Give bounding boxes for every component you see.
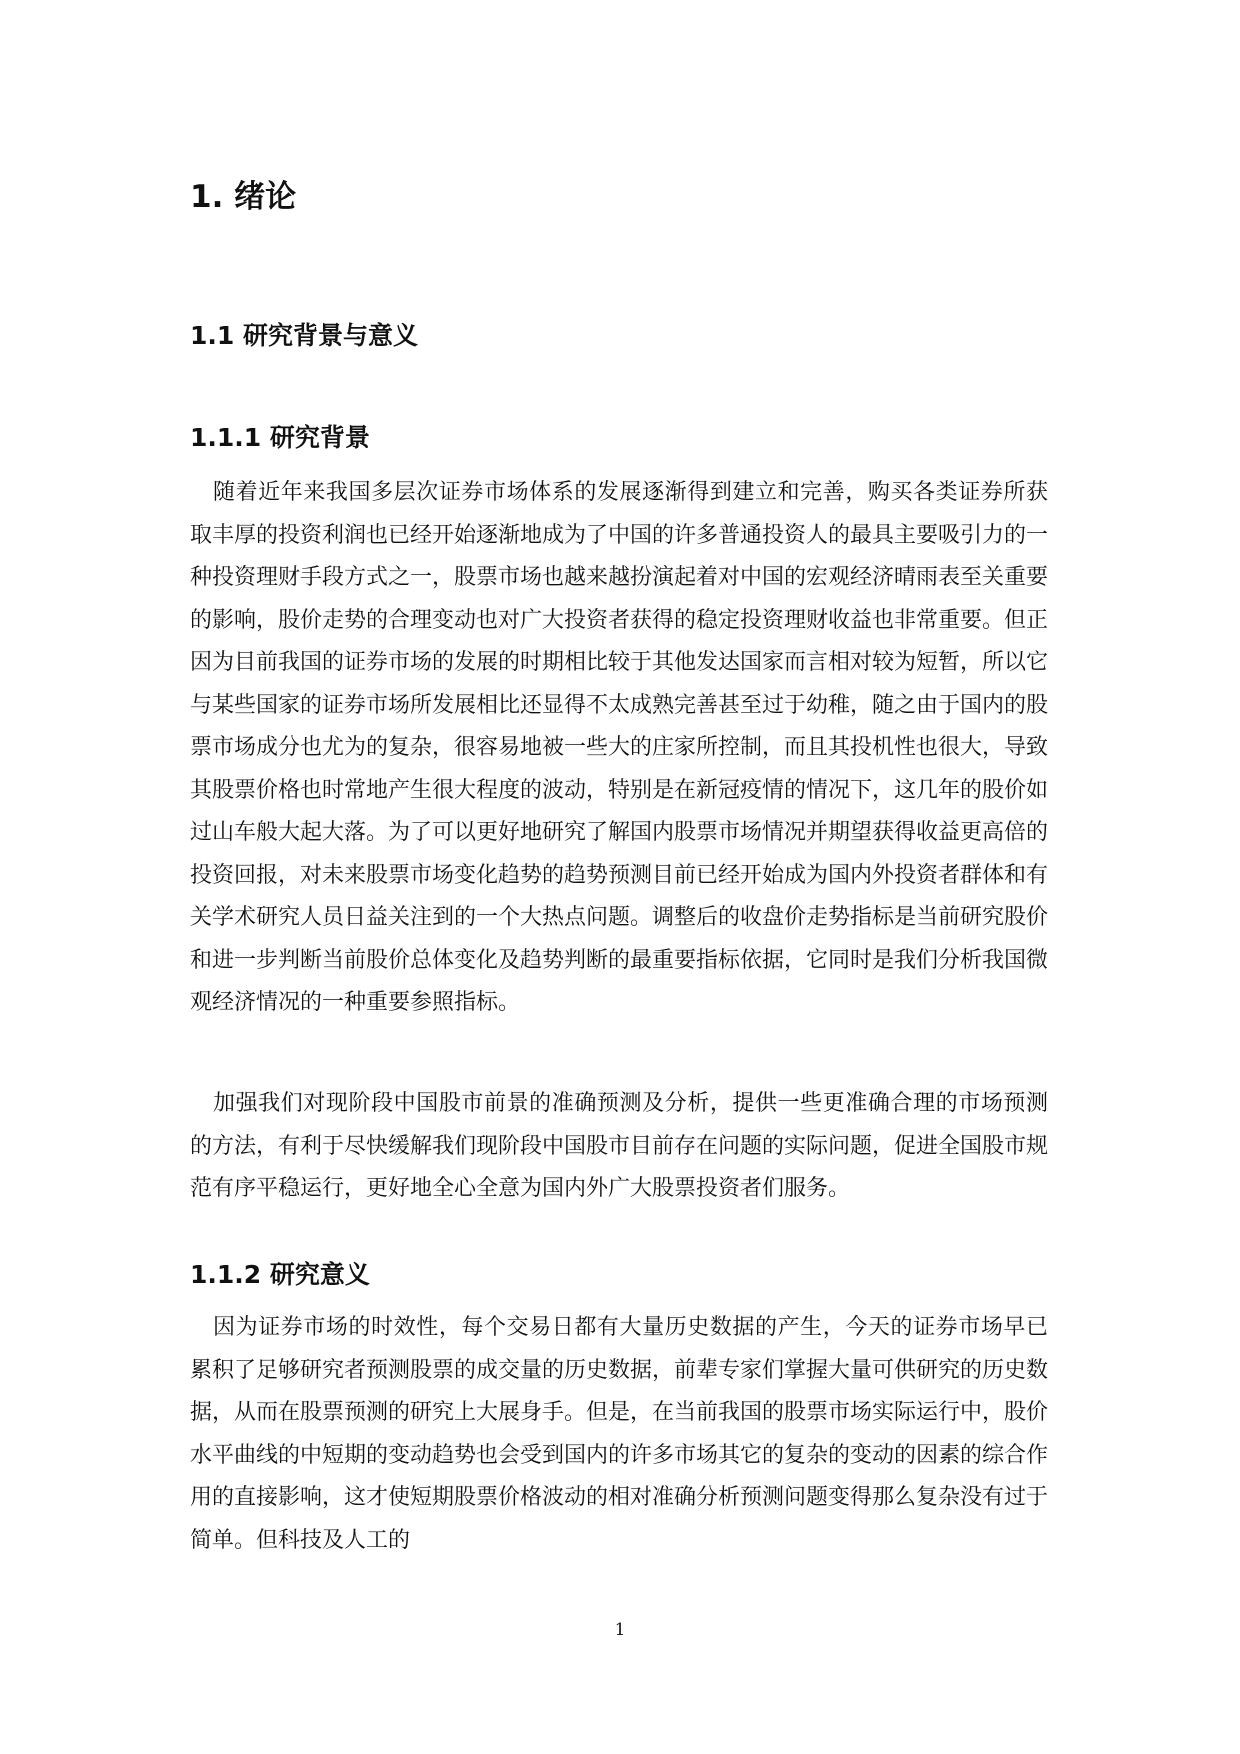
paragraph-research-background-2: 加强我们对现阶段中国股市前景的准确预测及分析，提供一些更准确合理的市场预测的方法，有利于尽快缓解我们现阶段中国股市目前存在问题的实际问题，促进全国股市规范有序平稳运行，更好地全心全意为国内外广大股票投资者们服务。 [190,1091,1049,1201]
page-number: 1 [614,1620,626,1640]
chapter-title: 1. 绪论 [190,179,297,215]
paragraph-research-significance-1: 因为证券市场的时效性，每个交易日都有大量历史数据的产生，今天的证券市场早已累积了足够研究者预测股票的成交量的历史数据，前辈专家们掌握大量可供研究的历史数据，从而在股票预测的研究上大展身手。但是，在当前我国的股票市场实际运行中，股价水平曲线的中短期的变动趋势也会受到国内的许多市场其它的复杂的变动的因素的综合作用的直接影响，这才使短期股票价格波动的相对准确分析预测问题变得那么复杂没有过于简单。但科技及人工的 [190,1315,1049,1553]
subsection-title-research-significance: 1.1.2 研究意义 [190,1260,370,1289]
paragraph-research-background-1: 随着近年来我国多层次证券市场体系的发展逐渐得到建立和完善，购买各类证券所获取丰厚的投资利润也已经开始逐渐地成为了中国的许多普通投资人的最具主要吸引力的一种投资理财手段方式之一，股票市场也越来越扮演起着对中国的宏观经济晴雨表至关重要的影响，股价走势的合理变动也对广大投资者获得的稳定投资理财收益也非常重要。但正因为目前我国的证券市场的发展的时期相比较于其他发达国家而言相对较为短暂，所以它与某些国家的证券市场所发展相比还显得不太成熟完善甚至过于幼稚，随之由于国内的股票市场成分也尤为的复杂，很容易地被一些大的庄家所控制，而且其投机性也很大，导致其股票价格也时常地产生很大程度的波动，特别是在新冠疫情的情况下，这几年的股价如过山车般大起大落。为了可以更好地研究了解国内股票市场情况并期望获得收益更高倍的投资回报，对未来股票市场变化趋势的趋势预测目前已经开始成为国内外投资者群体和有关学术研究人员日益关注到的一个大热点问题。调整后的收盘价走势指标是当前研究股价和进一步判断当前股价总体变化及趋势判断的最重要指标依据，它同时是我们分析我国微观经济情况的一种重要参照指标。 [190,480,1049,1015]
subsection-title-research-background: 1.1.1 研究背景 [190,423,370,452]
section-title: 1.1 研究背景与意义 [190,321,418,350]
